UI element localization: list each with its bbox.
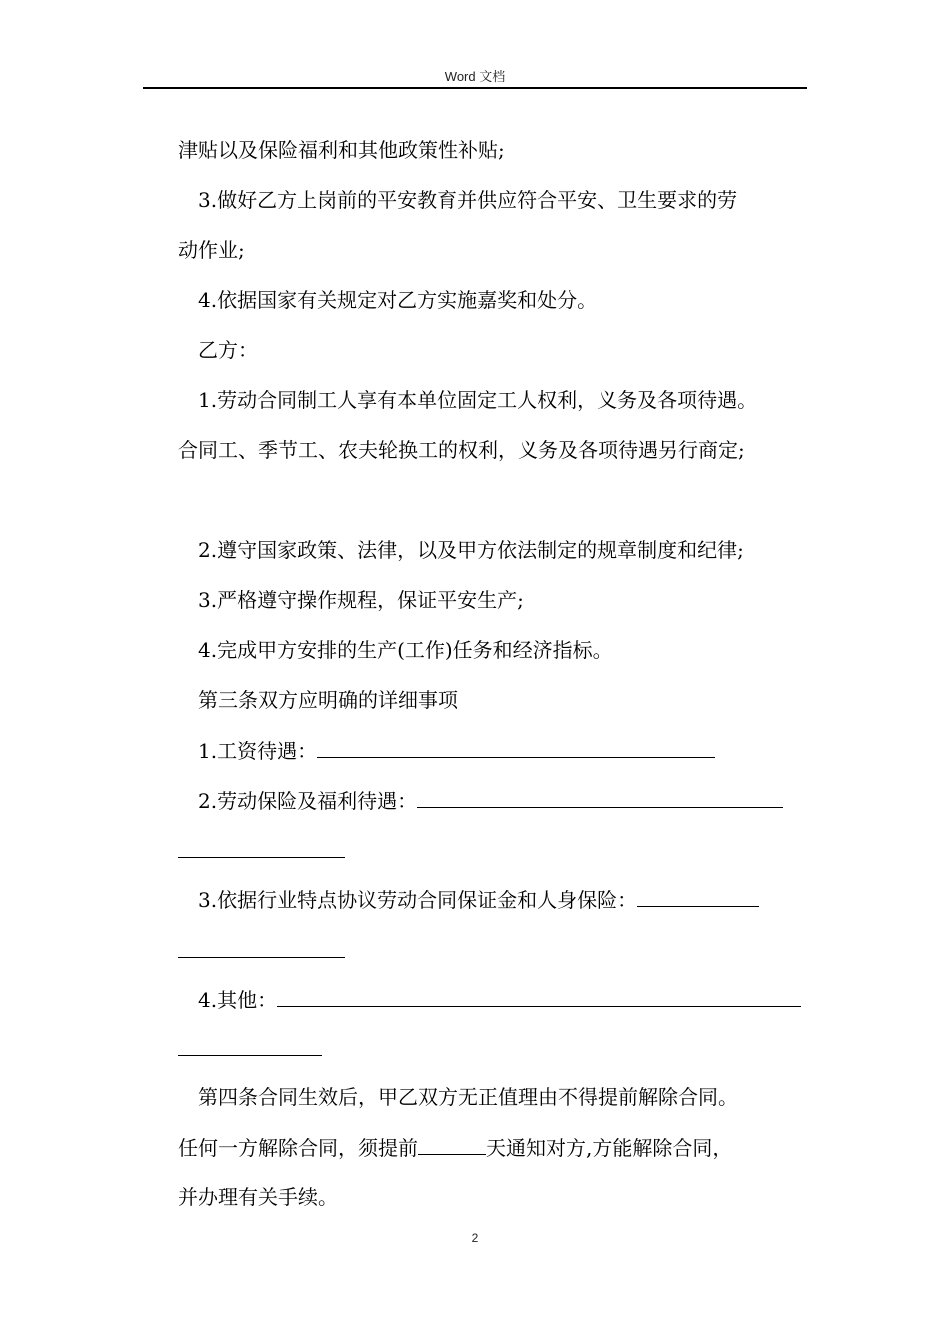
text-line: 4.依据国家有关规定对乙方实施嘉奖和处分。 [198,288,598,312]
fill-blank [637,886,759,907]
text-line: 津贴以及保险福利和其他政策性补贴; [178,138,505,162]
section-heading: 第三条双方应明确的详细事项 [198,688,458,712]
fill-blank [417,787,783,808]
fill-blank [317,737,715,758]
text-line: 合同工、季节工、农夫轮换工的权利，义务及各项待遇另行商定; [178,438,745,462]
text-line [198,886,759,913]
text-line [198,986,801,1013]
text-line [198,787,783,814]
field-label: 1.工资待遇： [198,739,318,763]
fill-blank [178,957,345,958]
text-line: 第四条合同生效后，甲乙双方无正值理由不得提前解除合同。 [198,1085,738,1109]
text-line: 并办理有关手续。 [178,1185,338,1209]
page-number: 2 [471,1231,479,1245]
field-label: 2.劳动保险及福利待遇： [198,789,418,813]
text-line: 1.劳动合同制工人享有本单位固定工人权利，义务及各项待遇。 [198,388,758,412]
text-line: 3.做好乙方上岗前的平安教育并供应符合平安、卫生要求的劳 [198,188,738,212]
text-segment: 天通知对方,方能解除合同， [486,1136,733,1160]
text-line: 4.完成甲方安排的生产(工作)任务和经济指标。 [198,638,613,662]
text-segment: 任何一方解除合同，须提前 [178,1136,418,1160]
page-header: Word 文档 [444,69,506,84]
text-line [178,1134,732,1161]
text-line: 动作业; [178,238,245,262]
header-rule [143,87,807,89]
text-line: 乙方： [198,338,258,362]
text-line [198,737,715,764]
text-line: 3.严格遵守操作规程，保证平安生产; [198,588,524,612]
field-label: 3.依据行业特点协议劳动合同保证金和人身保险： [198,888,638,912]
field-label: 4.其他： [198,988,278,1012]
fill-blank [178,857,345,858]
fill-blank [418,1134,486,1155]
fill-blank [178,1055,322,1056]
fill-blank [277,986,801,1007]
text-line: 2.遵守国家政策、法律，以及甲方依法制定的规章制度和纪律; [198,538,744,562]
